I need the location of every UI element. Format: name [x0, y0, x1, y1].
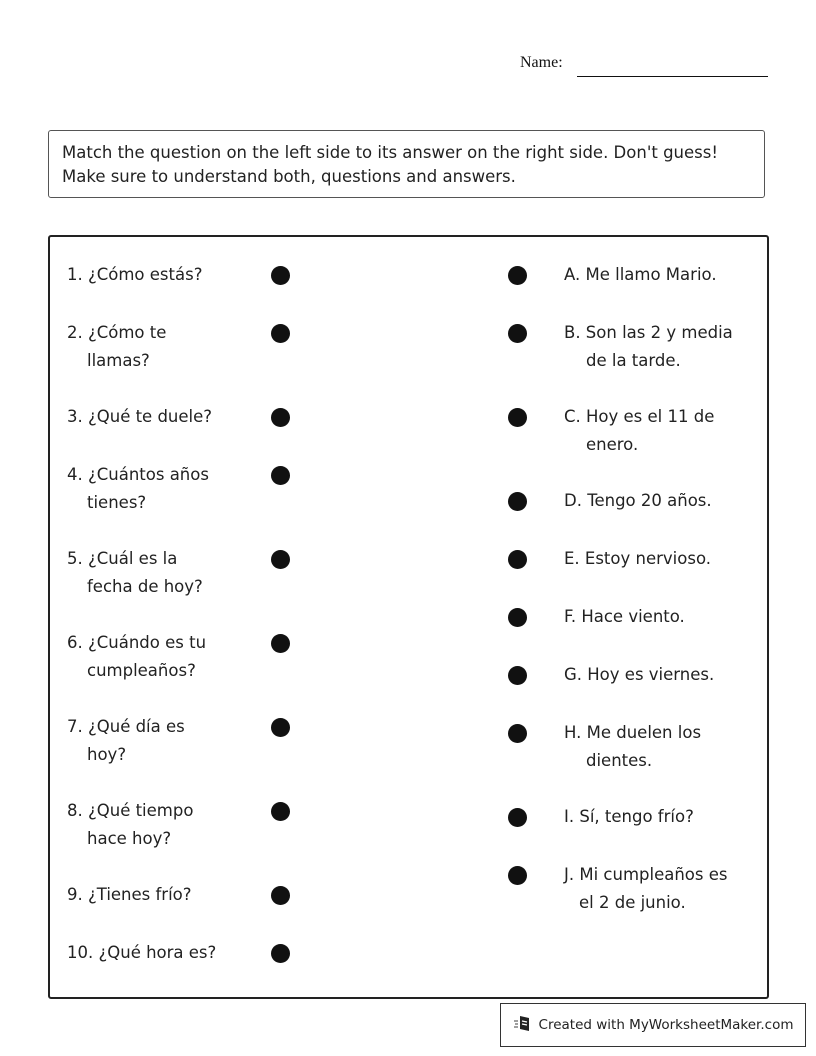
answer-match-dot[interactable] — [508, 808, 527, 827]
answer-match-dot[interactable] — [508, 550, 527, 569]
answer-item — [564, 661, 714, 689]
question-match-dot[interactable] — [271, 550, 290, 569]
question-text: 8. ¿Qué tiempo — [67, 801, 194, 820]
answer-item — [564, 603, 685, 631]
answer-match-dot[interactable] — [508, 608, 527, 627]
question-text: 10. ¿Qué hora es? — [67, 943, 217, 962]
worksheet-maker-logo-icon — [513, 1013, 533, 1037]
answer-text: B. Son las 2 y media — [564, 323, 733, 342]
question-text-continued: hoy? — [87, 745, 127, 764]
question-item — [67, 403, 212, 431]
question-item — [67, 461, 209, 517]
instructions-box: Match the question on the left side to its answer on the right side. Don't guess! Make sure to understand both, questions and answers. — [48, 130, 765, 198]
question-match-dot[interactable] — [271, 466, 290, 485]
answer-match-dot[interactable] — [508, 408, 527, 427]
credit-text: Created with MyWorksheetMaker.com — [538, 1017, 794, 1033]
question-text: 6. ¿Cuándo es tu — [67, 633, 207, 652]
question-match-dot[interactable] — [271, 718, 290, 737]
question-text: 4. ¿Cuántos años — [67, 465, 209, 484]
answer-item — [564, 803, 694, 831]
answer-item — [564, 403, 714, 459]
question-item — [67, 797, 193, 853]
question-match-dot[interactable] — [271, 944, 290, 963]
question-text: 5. ¿Cuál es la — [67, 549, 178, 568]
name-label: Name: — [520, 54, 563, 71]
answer-text: H. Me duelen los — [564, 723, 702, 742]
answer-match-dot[interactable] — [508, 492, 527, 511]
credit-badge[interactable] — [500, 1003, 806, 1047]
answer-text: D. Tengo 20 años. — [564, 491, 712, 510]
question-match-dot[interactable] — [271, 634, 290, 653]
answer-text: C. Hoy es el 11 de — [564, 407, 715, 426]
question-text-continued: cumpleaños? — [87, 661, 196, 680]
answer-text: J. Mi cumpleaños es — [564, 865, 728, 884]
answer-item — [564, 861, 728, 917]
question-text: 1. ¿Cómo estás? — [67, 265, 203, 284]
answer-text: G. Hoy es viernes. — [564, 665, 715, 684]
question-match-dot[interactable] — [271, 266, 290, 285]
answer-text-continued: el 2 de junio. — [579, 893, 686, 912]
answer-item — [564, 719, 701, 775]
question-item — [67, 881, 192, 909]
answer-text: A. Me llamo Mario. — [564, 265, 717, 284]
question-match-dot[interactable] — [271, 886, 290, 905]
answer-text: E. Estoy nervioso. — [564, 549, 711, 568]
question-item — [67, 319, 166, 375]
answer-match-dot[interactable] — [508, 266, 527, 285]
question-match-dot[interactable] — [271, 408, 290, 427]
question-text: 3. ¿Qué te duele? — [67, 407, 213, 426]
answer-text: I. Sí, tengo frío? — [564, 807, 694, 826]
question-text-continued: fecha de hoy? — [87, 577, 203, 596]
question-text-continued: tienes? — [87, 493, 147, 512]
question-item — [67, 713, 185, 769]
question-item — [67, 261, 202, 289]
question-text-continued: llamas? — [87, 351, 150, 370]
answer-text-continued: de la tarde. — [586, 351, 681, 370]
question-item — [67, 545, 203, 601]
answer-match-dot[interactable] — [508, 666, 527, 685]
answer-match-dot[interactable] — [508, 324, 527, 343]
answer-item — [564, 319, 733, 375]
question-text: 7. ¿Qué día es — [67, 717, 185, 736]
question-item — [67, 939, 216, 967]
answer-item — [564, 545, 711, 573]
question-text: 9. ¿Tienes frío? — [67, 885, 192, 904]
question-item — [67, 629, 206, 685]
name-input-line[interactable] — [577, 76, 768, 77]
answer-text-continued: dientes. — [586, 751, 653, 770]
answer-item — [564, 487, 712, 515]
answer-match-dot[interactable] — [508, 724, 527, 743]
answer-text-continued: enero. — [586, 435, 639, 454]
question-match-dot[interactable] — [271, 324, 290, 343]
answer-item — [564, 261, 717, 289]
question-match-dot[interactable] — [271, 802, 290, 821]
answer-match-dot[interactable] — [508, 866, 527, 885]
answer-text: F. Hace viento. — [564, 607, 685, 626]
question-text-continued: hace hoy? — [87, 829, 172, 848]
question-text: 2. ¿Cómo te — [67, 323, 167, 342]
